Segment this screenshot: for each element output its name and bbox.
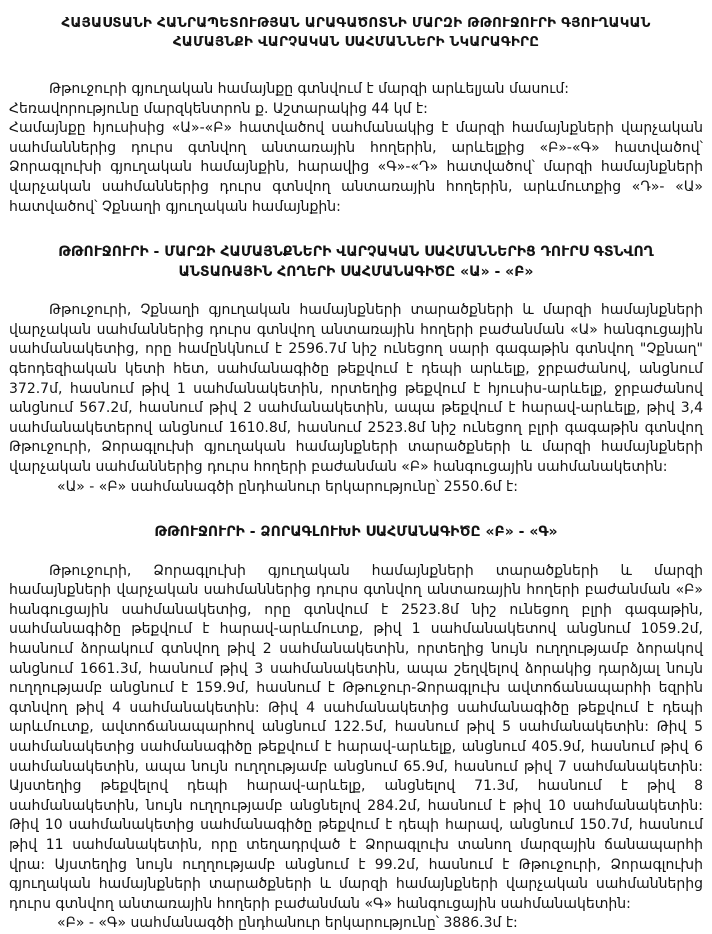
section-heading-bg <box>9 523 703 543</box>
section-heading-ab <box>9 243 703 282</box>
intro-borders-paragraph: Համայնքը հյուսիսից «Ա»-«Բ» հատվածով սահմանակից է մարզի համայնքների վարչական սահմաններից դուրս գտնվող անտառային հողերին, արևելքից «Բ»-«Գ» հատվածով՝ Ձորագլուխի գյուղական համայնքին, հարավից «Գ»-«Դ» հատվածով՝ մարզի համայնքների վարչական սահմաններից դուրս գտնվող անտառային հողերին, արևմուտքից «Դ»- «Ա» հատվածով՝ Չքնաղի գյուղական համայնքին: <box>9 120 703 215</box>
document-title <box>9 14 703 52</box>
section-heading-ab-line-1: ԹԹՈՒՋՈՒՐԻ - ՄԱՐԶԻ ՀԱՄԱՅՆՔՆԵՐԻ ՎԱՐՉԱԿԱՆ ՍԱՀՄԱՆՆԵՐԻՑ ԴՈՒՐՍ ԳՏՆՎՈՂ <box>58 244 654 261</box>
section-bg-total-length: «Բ» - «Գ» սահմանագծի ընդհանուր երկարությունը՝ 3886.3մ է: <box>57 915 518 932</box>
intro-location-sentence: Թթուջուրի գյուղական համայնքը գտնվում է մարզի արևելյան մասում: <box>49 81 569 97</box>
intro-distance-sentence: Հեռավորությունը մարզկենտրոն ք. Աշտարակից 44 կմ է: <box>9 100 428 117</box>
section-ab-total-length: «Ա» - «Բ» սահմանագծի ընդհանուր երկարությունը՝ 2550.6մ է: <box>57 478 518 495</box>
document-title-line-2: ՀԱՄԱՅՆՔԻ ՎԱՐՉԱԿԱՆ ՍԱՀՄԱՆՆԵՐԻ ՆԿԱՐԱԳԻՐԸ <box>172 34 540 50</box>
section-bg-body-paragraph: Թթուջուրի, Ձորագլուխի գյուղական համայնքների տարածքների և մարզի համայնքների վարչական սահմաններից դուրս գտնվող անտառային հողերի բաժանման «Բ» հանգուցային սահմանակետից, որը գտնվում է 2523.8մ նիշ ունեցող բլրի գագաթին, սահմանագիծը թեքվում է հարավ-արևմուտք, թիվ 1 սահմանակետով անցնում 1059.2մ, հասնում ձորակում գտնվող թիվ 2 սահմանակետին, որտեղից նույն ուղղությամբ ձորակով անցնում 1661.3մ, հասնում թիվ 3 սահմանակետին, ապա շեղվելով ձորակից դարձյալ նույն ուղղությամբ անցնում է 159.9մ, հասնում է Թթուջուր-Ձորագլուխ ավտոճանապարհի եզրին գտնվող թիվ 4 սահմանակետին: Թիվ 4 սահմանակետից սահմանագիծը թեքվում է դեպի արևմուտք, ավտոճանապարհով անցնում 122.5մ, հասնում թիվ 5 սահմանակետին: Թիվ 5 սահմանակետից սահմանագիծը թեքվում է հարավ-արևելք, անցնում 405.9մ, հասնում թիվ 6 սահմանակետին, ապա նույն ուղղությամբ անցնում 65.9մ, հասնում թիվ 7 սահմանակետին: Այստեղից թեքվելով դեպի հարավ-արևելք, անցնելով 71.3մ, հասնում է թիվ 8 սահմանակետին, նույն ուղղությամբ անցնելով 284.2մ, հասնում է թիվ 10 սահմանակետին: Թիվ 10 սահմանակետից սահմանագիծը թեքվում է դեպի հարավ, անցնում 150.7մ, հասնում թիվ 11 սահմանակետին, որը տեղադրված է Ձորագլուխ տանող մարզային ճանապարհի վրա: Այստեղից նույն ուղղությամբ անցնում է 99.2մ, հասնում է Թթուջուրի, Ձորագլուխի գյուղական համայնքների տարածքների և մարզի համայնքների վարչական սահմաններից դուրս գտնվող անտառային հողերի բաժանման «Գ» հանգուցային սահմանակետին: <box>9 562 703 912</box>
intro-section <box>9 80 703 217</box>
section-heading-ab-line-2: ԱՆՏԱՌԱՅԻՆ ՀՈՂԵՐԻ ՍԱՀՄԱՆԱԳԻԾԸ «Ա» - «Բ» <box>178 263 534 280</box>
document-title-line-1: ՀԱՅԱՍՏԱՆԻ ՀԱՆՐԱՊԵՏՈՒԹՅԱՆ ԱՐԱԳԱԾՈՏՆԻ ՄԱՐԶԻ ԹԹՈՒՋՈՒՐԻ ԳՅՈՒՂԱԿԱՆ <box>61 15 651 31</box>
section-ab-body-paragraph: Թթուջուրի, Չքնաղի գյուղական համայնքների տարածքների և մարզի համայնքների վարչական սահմաններից դուրս գտնվող անտառային հողերի բաժանման «Ա» հանգուցային սահմանակետից, որը համընկնում է 2596.7մ նիշ ունեցող սարի գագաթին գտնվող "Չքնաղ" գեոդեզիական կետի հետ, սահմանագիծը թեքվում է դեպի արևելք, ջրբաժանով, անցնում 372.7մ, հասնում թիվ 1 սահմանակետին, որտեղից թեքվում է հյուսիս-արևելք, ջրբաժանով անցնում 567.2մ, հասնում թիվ 2 սահմանակետին, ապա թեքվում է հարավ-արևելք, թիվ 3,4 սահմանակետերով անցնում 1610.8մ, հասնում 2523.8մ նիշ ունեցող բլրի գագաթին գտնվող Թթուջուրի, Ձորագլուխի գյուղական համայնքների տարածքների և մարզի համայնքների վարչական սահմաններից դուրս հողերի բաժանման «Բ» հանգուցային սահմանակետին: <box>9 302 703 475</box>
section-heading-bg-line-1: ԹԹՈՒՋՈՒՐԻ - ՁՈՐԱԳԼՈՒԽԻ ՍԱՀՄԱՆԱԳԻԾԸ «Բ» - «Գ» <box>154 524 558 541</box>
